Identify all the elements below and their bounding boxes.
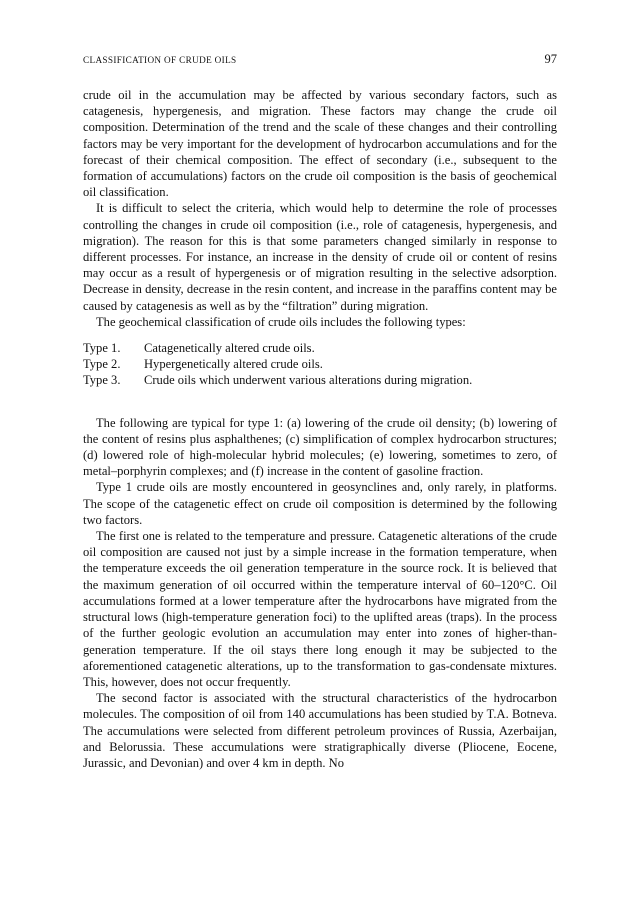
page-number: 97 [544, 52, 557, 66]
running-head-title: CLASSIFICATION OF CRUDE OILS [83, 55, 237, 65]
type-label: Type 1. [83, 341, 121, 356]
paragraph: The second factor is associated with the structural characteristics of the hydrocarbon molecules. The composition of oil from 140 accumulations has been studied by T.A. Botneva. The accumulations were selected from different petroleum provinces of Russia, Azerbaijan, and Belorussia. These accumulations were stratigraphically diverse (Pliocene, Eocene, Jurassic, and Devonian) and over 4 km in depth. No [83, 691, 557, 770]
type-list-item [83, 340, 557, 356]
type-label: Type 2. [83, 357, 121, 372]
paragraph: The following are typical for type 1: (a) lowering of the crude oil density; (b) lowering of the content of resins plus asphalthenes; (c) simplification of complex hydrocarbon structures; (d) lowered role of high-molecular hybrid molecules; (e) lowering, sometimes to zero, of metal–porphyrin complexes; and (f) increase in the content of gasoline fraction. [83, 415, 557, 479]
running-head [83, 52, 557, 70]
page-content [83, 52, 557, 771]
type-label: Type 3. [83, 373, 121, 388]
type-description: Crude oils which underwent various alterations during migration. [144, 373, 473, 388]
paragraph: The first one is related to the temperature and pressure. Catagenetic alterations of the crude oil composition are caused not just by a simple increase in the formation temperature, when the temperature exceeds the oil generation temperature in the source rock. It is believed that the maximum generation of oil occurred within the temperature interval of 60–120°C. Oil accumulations formed at a lower temperature after the hydrocarbons have migrated from the structural lows (high-temperature generation foci) to the uplifted areas (traps). In the process of the further geologic evolution an accumulation may enter into zones of higher-than-generation temperature. If the oil stays there long enough it may be subjected to the aforementioned catagenetic alterations, up to the transformation to gas-condensate mixtures. This, however, does not occur frequently. [83, 529, 557, 689]
paragraph: Type 1 crude oils are mostly encountered in geosynclines and, only rarely, in platforms. The scope of the catagenetic effect on crude oil composition is determined by the following two factors. [83, 480, 557, 527]
type-list [83, 340, 557, 389]
type-description: Catagenetically altered crude oils. [144, 341, 315, 356]
paragraph: The geochemical classification of crude oils includes the following types: [96, 314, 466, 329]
type-description: Hypergenetically altered crude oils. [144, 357, 323, 372]
paragraph: crude oil in the accumulation may be affected by various secondary factors, such as catagenesis, hypergenesis, and migration. These factors may change the crude oil composition. Determination of the trend and the scale of these changes and their controlling factors may be very important for the development of hydrocarbon accumulations and for the forecast of their chemical composition. The effect of secondary (i.e., subsequent to the formation of accumulations) factors on the crude oil composition is the basis of geochemical oil classification. [83, 88, 557, 200]
type-list-item [83, 356, 557, 372]
type-list-item [83, 372, 557, 388]
paragraph: It is difficult to select the criteria, which would help to determine the role of processes controlling the changes in crude oil composition (i.e., role of catagenesis, hypergenesis, and migration). The reason for this is that some parameters changed similarly in response to different processes. For instance, an increase in the density of crude oil or content of resins may occur as a result of hypergenesis or of migration resulting in the selective adsorption. Decrease in density, decrease in the resin content, and increase in the paraffins content may be caused by catagenesis as well as by the “filtration” during migration. [83, 201, 557, 313]
